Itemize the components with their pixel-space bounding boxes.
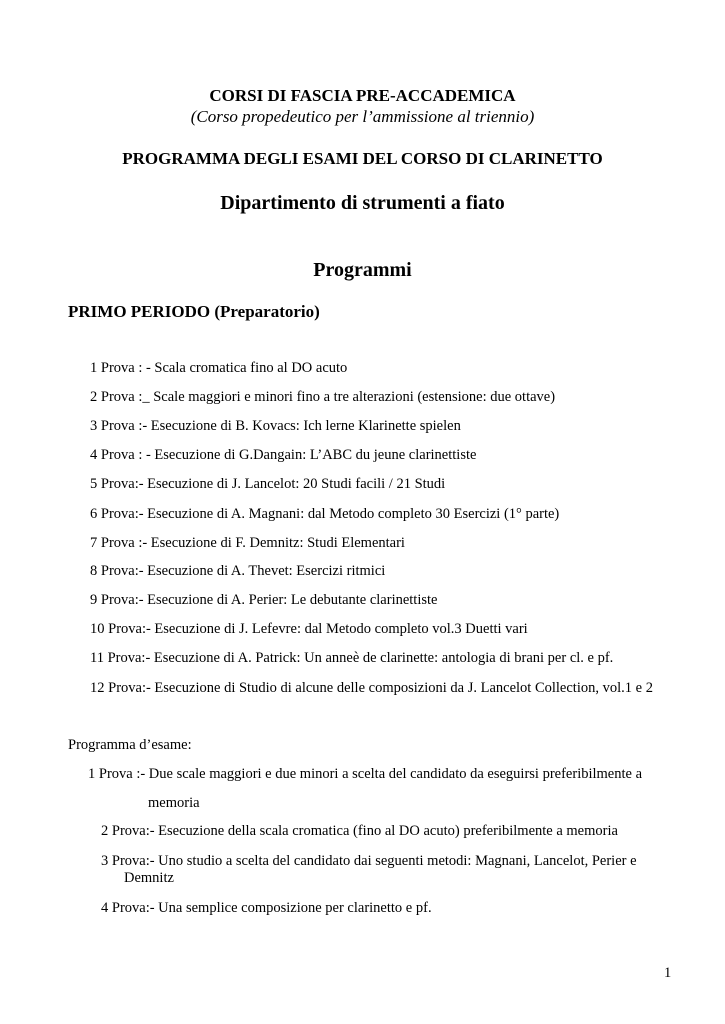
list-item: 9 Prova:- Esecuzione di A. Perier: Le debutante clarinettiste — [90, 592, 438, 608]
list-item: 12 Prova:- Esecuzione di Studio di alcune delle composizioni da J. Lancelot Collection, vol.1 e 2 — [90, 680, 653, 696]
document-title: CORSI DI FASCIA PRE-ACCADEMICA — [209, 86, 516, 105]
exam-item-continuation: memoria — [148, 795, 200, 811]
programs-heading: Programmi — [313, 259, 412, 281]
document-subtitle: (Corso propedeutico per l’ammissione al triennio) — [190, 107, 535, 126]
list-item: 2 Prova :_ Scale maggiori e minori fino a tre alterazioni (estensione: due ottave) — [90, 389, 556, 405]
page-number: 1 — [664, 965, 672, 981]
exam-item-continuation: Demnitz — [124, 870, 174, 886]
list-item: 3 Prova :- Esecuzione di B. Kovacs: Ich lerne Klarinette spielen — [90, 418, 461, 434]
program-title: PROGRAMMA DEGLI ESAMI DEL CORSO DI CLARINETTO — [122, 149, 603, 168]
list-item: 5 Prova:- Esecuzione di J. Lancelot: 20 Studi facili / 21 Studi — [90, 476, 446, 492]
exam-item: 2 Prova:- Esecuzione della scala cromatica (fino al DO acuto) preferibilmente a memoria — [101, 823, 618, 839]
department-heading: Dipartimento di strumenti a fiato — [220, 192, 505, 214]
exam-title: Programma d’esame: — [68, 737, 192, 753]
exam-item: 1 Prova :- Due scale maggiori e due minori a scelta del candidato da eseguirsi preferibilmente a — [88, 766, 643, 782]
list-item: 11 Prova:- Esecuzione di A. Patrick: Un anneè de clarinette: antologia di brani per cl. e pf. — [90, 650, 614, 666]
list-item: 10 Prova:- Esecuzione di J. Lefevre: dal Metodo completo vol.3 Duetti vari — [90, 621, 528, 637]
list-item: 4 Prova : - Esecuzione di G.Dangain: L’ABC du jeune clarinettiste — [90, 447, 477, 463]
list-item: 8 Prova:- Esecuzione di A. Thevet: Esercizi ritmici — [90, 563, 386, 579]
list-item: 1 Prova : - Scala cromatica fino al DO acuto — [90, 360, 348, 376]
exam-item: 4 Prova:- Una semplice composizione per clarinetto e pf. — [101, 900, 432, 916]
list-item: 7 Prova :- Esecuzione di F. Demnitz: Studi Elementari — [90, 535, 405, 551]
exam-item: 3 Prova:- Uno studio a scelta del candidato dai seguenti metodi: Magnani, Lancelot, Perier e — [101, 853, 637, 869]
section-title: PRIMO PERIODO (Preparatorio) — [68, 302, 320, 321]
list-item: 6 Prova:- Esecuzione di A. Magnani: dal Metodo completo 30 Esercizi (1° parte) — [90, 506, 560, 522]
